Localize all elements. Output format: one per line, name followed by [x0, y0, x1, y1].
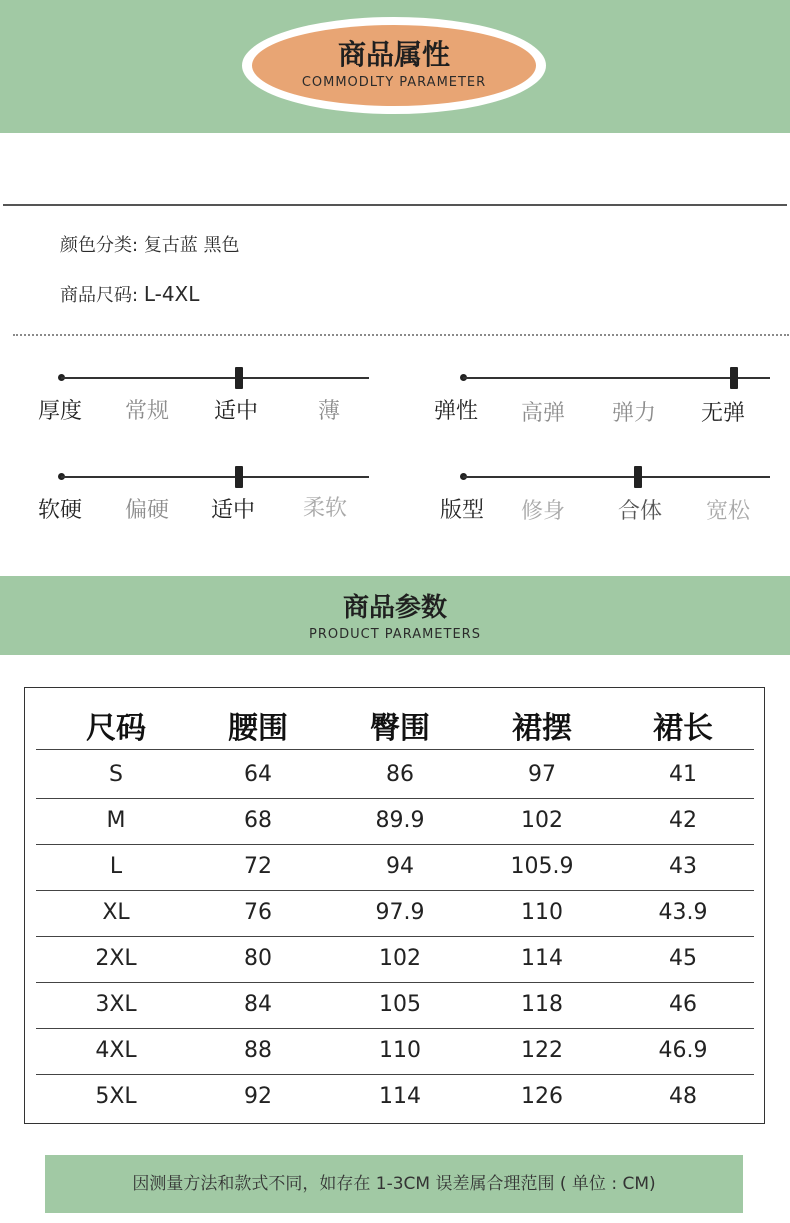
color-label: 颜色分类:	[60, 235, 139, 256]
size-value: L-4XL	[143, 282, 200, 306]
cell-length: 42	[669, 808, 697, 833]
measurement-note: 因测量方法和款式不同，如存在 1-3CM 误差属合理范围 ( 单位 : CM)	[132, 1174, 656, 1194]
cell-hem: 118	[521, 992, 563, 1017]
size-attribute	[60, 281, 199, 307]
slider-marker	[730, 367, 738, 389]
cell-waist: 64	[244, 762, 272, 787]
slider-track	[463, 377, 770, 379]
cell-hip: 89.9	[375, 808, 425, 833]
slider-marker	[235, 466, 243, 488]
cell-size: M	[106, 808, 126, 833]
slider-option-selected: 合体	[618, 499, 663, 524]
cell-length: 48	[669, 1084, 697, 1109]
cell-hip: 105	[379, 992, 421, 1017]
cell-hem: 126	[521, 1084, 563, 1109]
cell-hip: 102	[379, 946, 421, 971]
cell-size: XL	[102, 900, 130, 925]
slider-option: 薄	[318, 399, 341, 424]
cell-hip: 97.9	[375, 900, 425, 925]
slider-option-selected: 适中	[214, 399, 259, 424]
divider	[3, 204, 787, 206]
header-cell-hip: 臀围	[370, 711, 430, 746]
cell-size: 5XL	[95, 1084, 137, 1109]
dotted-divider	[13, 334, 789, 336]
slider-option: 修身	[521, 499, 566, 524]
slider-track	[61, 377, 369, 379]
slider-option: 高弹	[521, 401, 566, 426]
color-value: 复古蓝 黑色	[143, 235, 240, 256]
slider-option-selected: 无弹	[701, 401, 746, 426]
cell-length: 43	[669, 854, 697, 879]
cell-hem: 110	[521, 900, 563, 925]
row-divider	[36, 1074, 754, 1075]
slider-option: 常规	[125, 399, 170, 424]
cell-waist: 80	[244, 946, 272, 971]
cell-size: 2XL	[95, 946, 137, 971]
slider-option: 偏硬	[125, 498, 170, 523]
slider-option: 宽松	[706, 499, 751, 524]
cell-hem: 105.9	[510, 854, 574, 879]
slider-label: 版型	[440, 498, 485, 523]
cell-length: 43.9	[658, 900, 708, 925]
row-divider	[36, 798, 754, 799]
slider-track	[61, 476, 369, 478]
cell-hem: 114	[521, 946, 563, 971]
size-label: 商品尺码:	[60, 285, 139, 306]
slider-marker	[634, 466, 642, 488]
cell-hip: 114	[379, 1084, 421, 1109]
cell-size: 4XL	[95, 1038, 137, 1063]
slider-option: 弹力	[612, 401, 657, 426]
row-divider	[36, 890, 754, 891]
slider-label: 弹性	[434, 399, 479, 424]
section-subtitle-params: PRODUCT PARAMETERS	[309, 627, 481, 642]
cell-waist: 88	[244, 1038, 272, 1063]
row-divider	[36, 1028, 754, 1029]
row-divider	[36, 936, 754, 937]
section-subtitle-commodity: COMMODLTY PARAMETER	[301, 75, 487, 90]
cell-waist: 72	[244, 854, 272, 879]
cell-size: L	[109, 854, 123, 879]
header-cell-hem: 裙摆	[512, 711, 572, 746]
cell-hem: 102	[521, 808, 563, 833]
cell-hem: 97	[528, 762, 556, 787]
section-title-params: 商品参数	[342, 593, 447, 623]
row-divider	[36, 982, 754, 983]
cell-length: 41	[669, 762, 697, 787]
cell-waist: 76	[244, 900, 272, 925]
slider-option-selected: 适中	[211, 498, 256, 523]
row-divider	[36, 749, 754, 750]
cell-size: 3XL	[95, 992, 137, 1017]
cell-hip: 86	[386, 762, 414, 787]
header-cell-length: 裙长	[653, 711, 713, 746]
cell-waist: 84	[244, 992, 272, 1017]
slider-marker	[235, 367, 243, 389]
cell-length: 45	[669, 946, 697, 971]
header-cell-waist: 腰围	[228, 711, 288, 746]
cell-waist: 92	[244, 1084, 272, 1109]
color-attribute	[60, 231, 240, 257]
row-divider	[36, 844, 754, 845]
cell-length: 46	[669, 992, 697, 1017]
cell-size: S	[109, 762, 123, 787]
cell-hip: 94	[386, 854, 414, 879]
cell-hip: 110	[379, 1038, 421, 1063]
slider-label: 厚度	[38, 399, 83, 424]
header-cell-size: 尺码	[86, 711, 146, 746]
slider-option: 柔软	[303, 496, 348, 521]
cell-length: 46.9	[658, 1038, 708, 1063]
section-title-commodity: 商品属性	[337, 38, 450, 71]
cell-waist: 68	[244, 808, 272, 833]
cell-hem: 122	[521, 1038, 563, 1063]
slider-track	[463, 476, 770, 478]
slider-label: 软硬	[38, 498, 83, 523]
